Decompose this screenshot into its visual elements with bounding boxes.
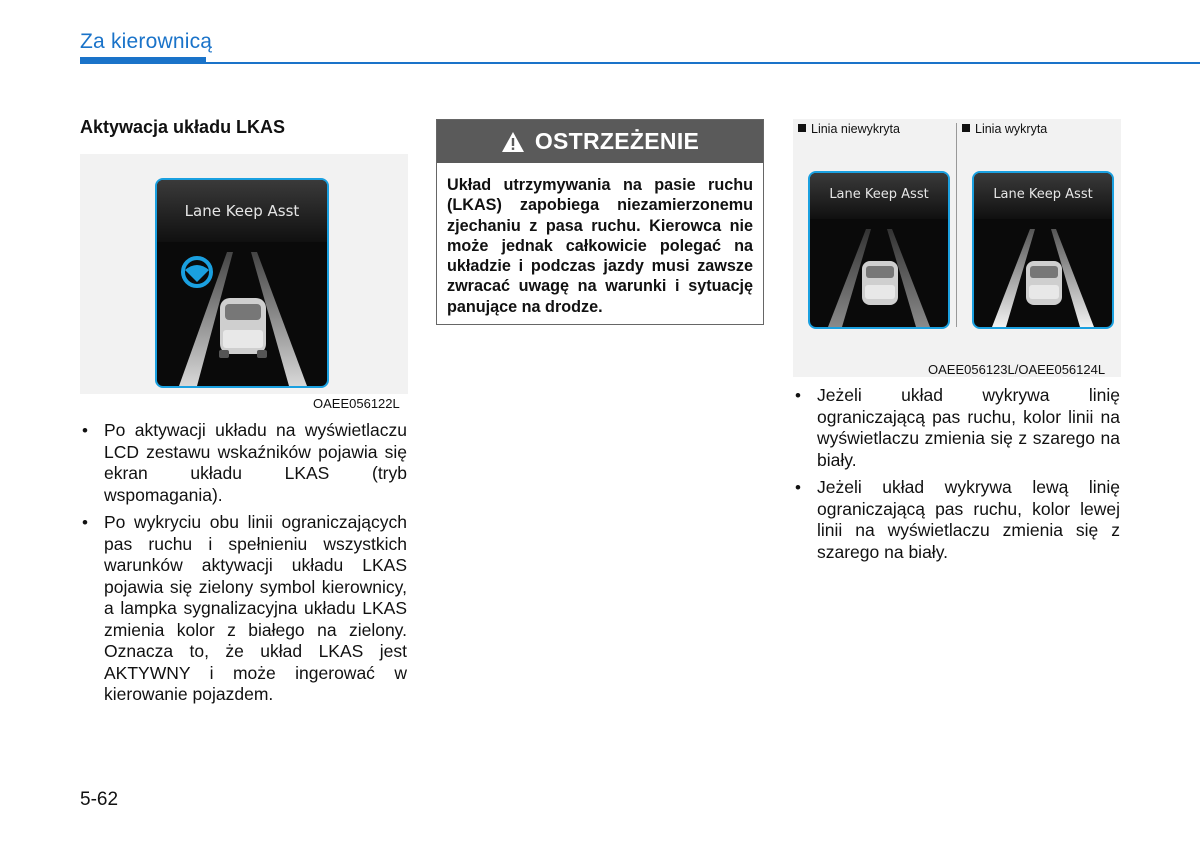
square-bullet-icon	[798, 124, 806, 132]
header-accent-bar	[80, 57, 206, 64]
chapter-title: Za kierownicą	[80, 30, 213, 53]
car-icon	[1026, 261, 1062, 305]
lcd-display-detected	[972, 171, 1114, 329]
list-item: • Jeżeli układ wykrywa lewą linię ograniczającą pas ruchu, kolor lewej linii na wyświetlaczu zmienia się z szarego na biały.	[795, 477, 1120, 562]
figure-code: OAEE056123L/OAEE056124L	[928, 362, 1106, 377]
figure-label-detected: Linia wykryta	[962, 122, 1047, 136]
figure-code: OAEE056122L	[313, 396, 400, 411]
square-bullet-icon	[962, 124, 970, 132]
figure-divider	[956, 123, 957, 327]
figure-label-undetected: Linia niewykryta	[798, 122, 900, 136]
lcd-title: Lane Keep Asst	[829, 187, 929, 202]
lcd-display	[155, 178, 329, 388]
warning-text: Układ utrzymywania na pasie ruchu (LKAS) zapobiega niezamierzonemu zjechaniu z pasa ruchu. Kierowca nie może jednak całkowicie polegać na układzie i podczas jazdy musi zawsze zwracać uwagę na warunki i sytuację panujące na drodze.	[447, 176, 753, 316]
warning-title: OSTRZEŻENIE	[534, 128, 700, 154]
figure-lkas-activation	[80, 154, 408, 394]
right-bullet-list	[793, 385, 1120, 569]
section-heading: Aktywacja układu LKAS	[80, 117, 286, 137]
header-divider	[80, 62, 1200, 64]
list-item: • Po aktywacji układu na wyświetlaczu LCD zestawu wskaźników pojawia się ekran układu LKAS (tryb wspomagania).	[82, 420, 407, 505]
figure-lane-detection	[793, 119, 1121, 377]
steering-wheel-icon	[183, 258, 211, 286]
lane-scene-illustration	[810, 173, 948, 327]
lane-scene-illustration	[157, 180, 327, 386]
page-number: 5-62	[80, 789, 119, 810]
left-bullet-list	[80, 420, 407, 712]
warning-header	[437, 120, 763, 163]
car-icon	[219, 298, 267, 358]
lcd-display-undetected	[808, 171, 950, 329]
lcd-title: Lane Keep Asst	[993, 187, 1093, 202]
list-item: • Po wykryciu obu linii ograniczających pas ruchu i spełnieniu wszystkich warunków aktywacji układu LKAS pojawia się zielony symbol kierownicy, a lampka sygnalizacyjna układu LKAS zmienia kolor z białego na zielony. Oznacza to, że układ LKAS jest AKTYWNY i może ingerować w kierowanie pojazdem.	[82, 512, 407, 704]
car-icon	[862, 261, 898, 305]
warning-box	[436, 119, 764, 325]
lane-scene-illustration	[974, 173, 1112, 327]
list-item: • Jeżeli układ wykrywa linię ograniczającą pas ruchu, kolor linii na wyświetlaczu zmienia się z szarego na biały.	[795, 385, 1120, 470]
warning-triangle-icon	[501, 131, 525, 153]
lcd-title: Lane Keep Asst	[184, 202, 300, 220]
